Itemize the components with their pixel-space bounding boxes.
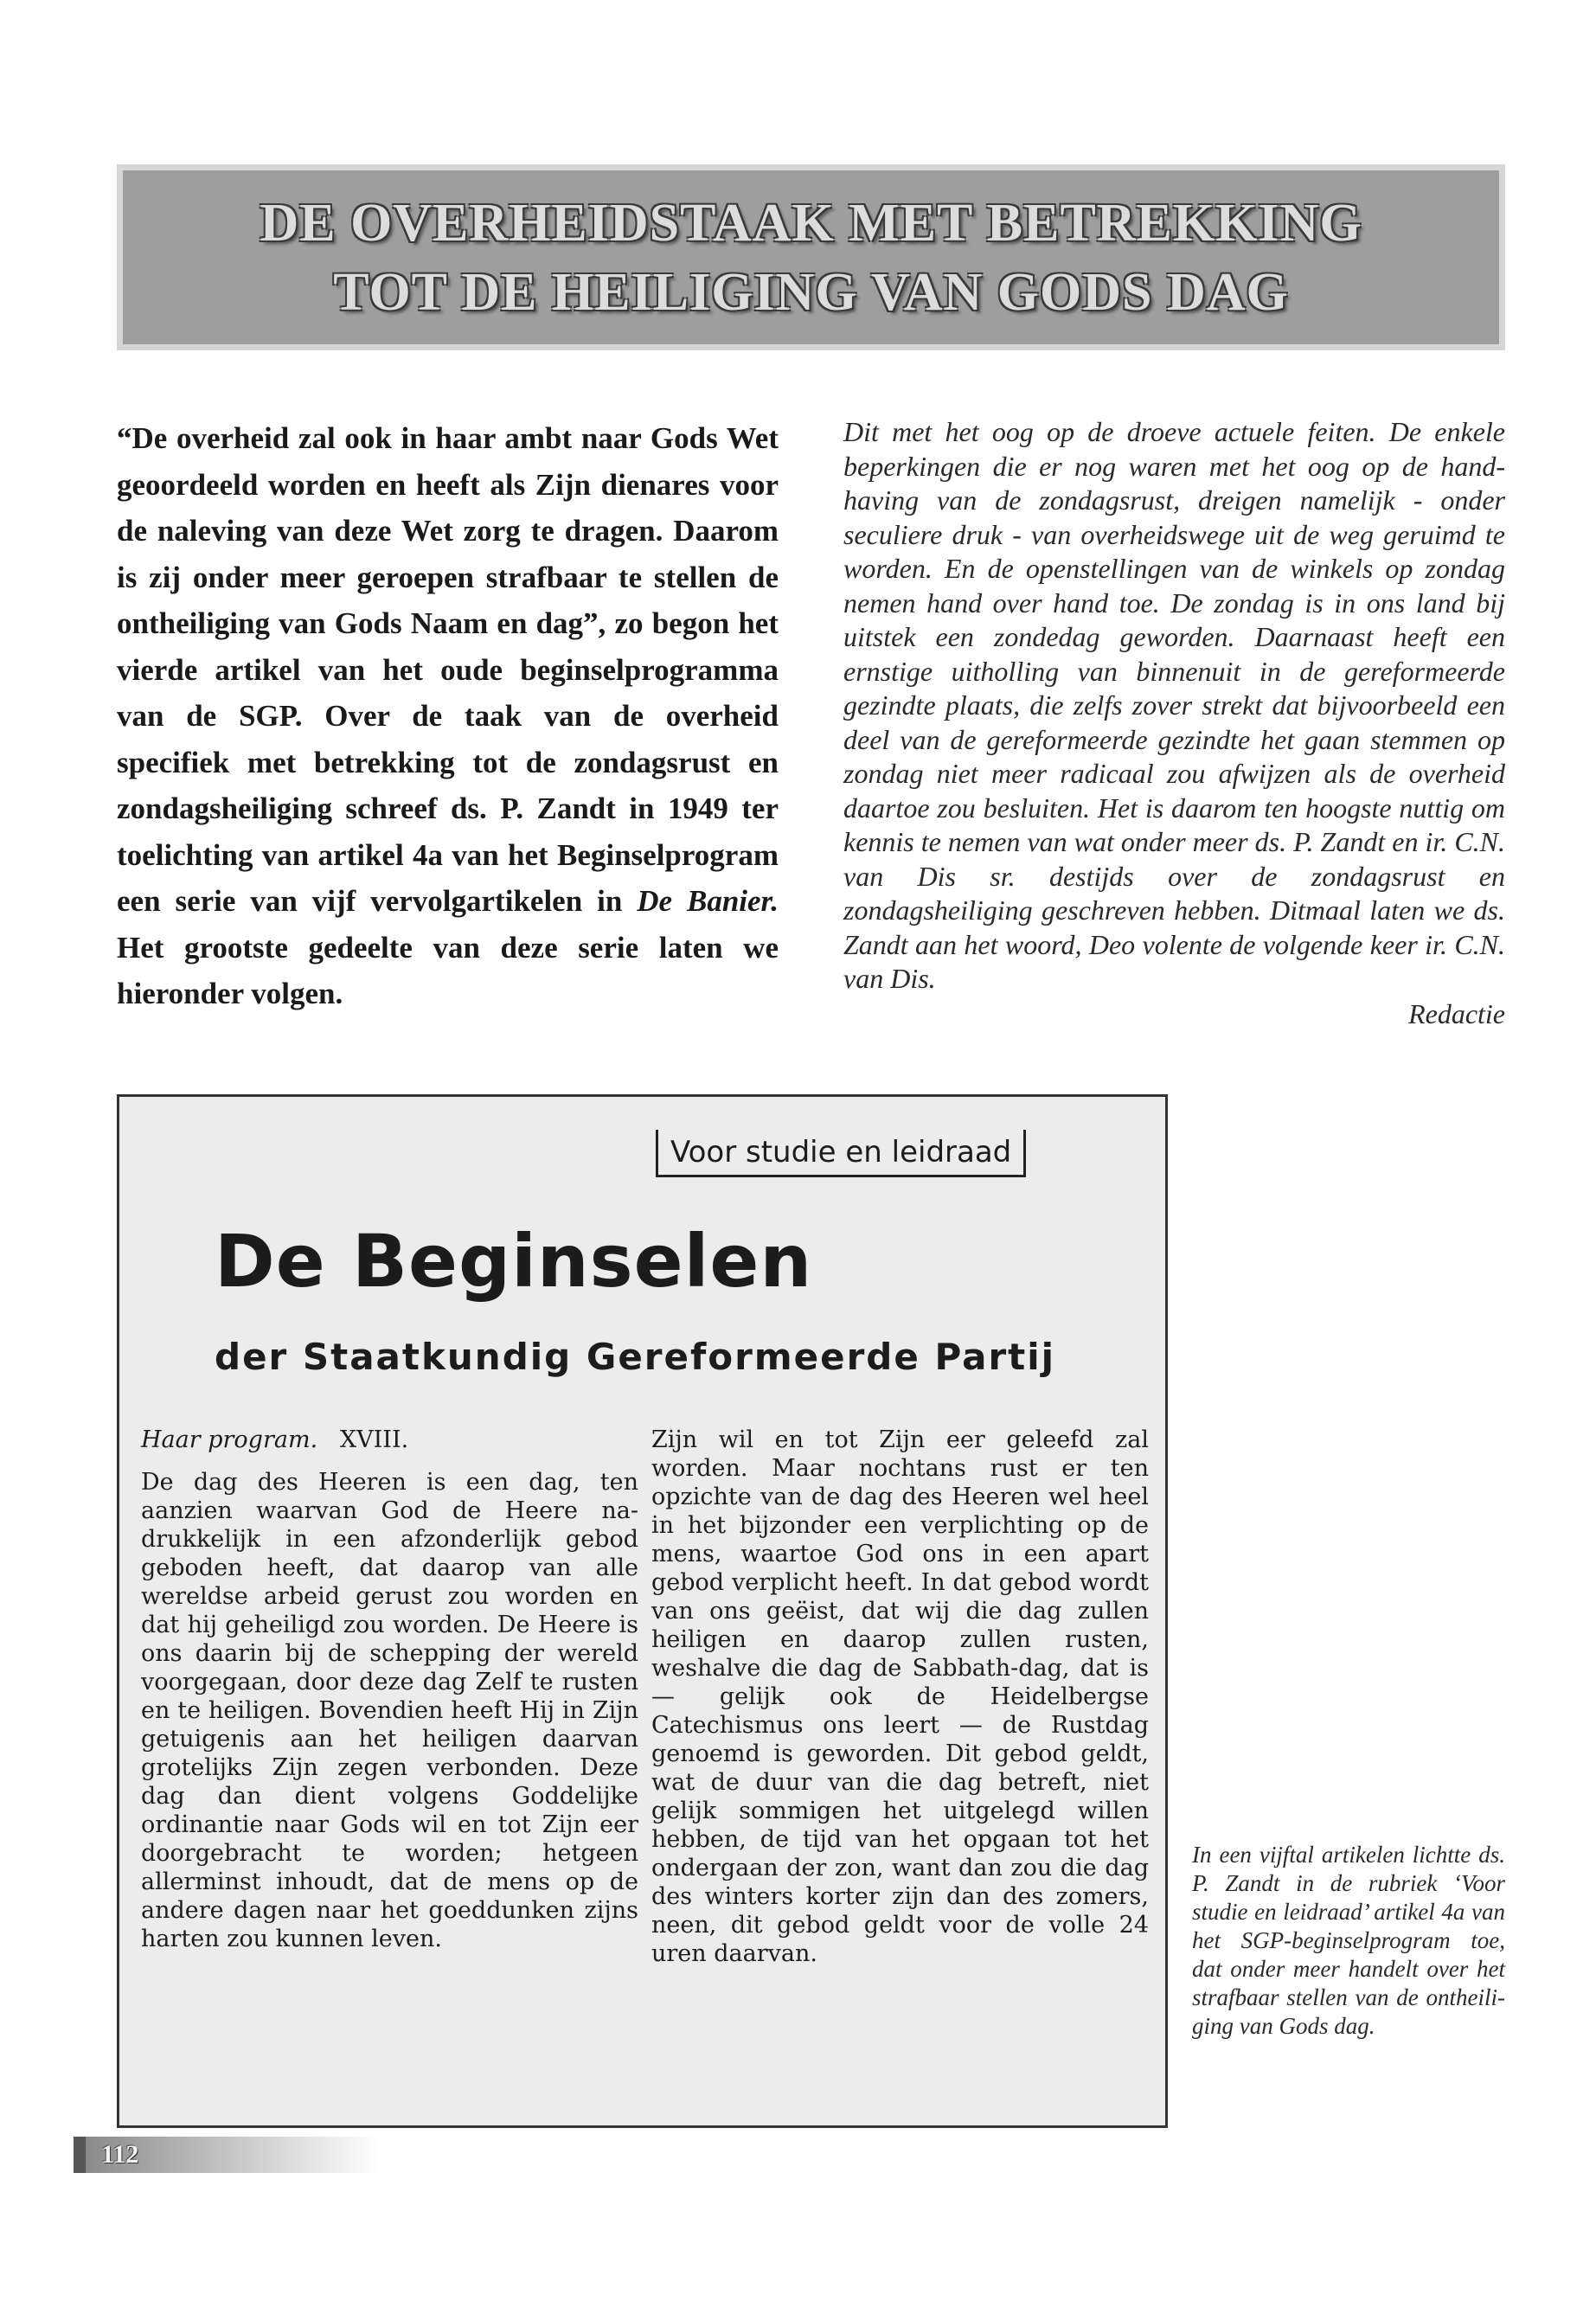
editorial-text: Dit met het oog op de droeve actuele feiten. De enkele beperkingen die er nog waren met het oog op de handhaving van de zondagsrust, dreigen namelijk - onder seculiere druk - van overheidswege uit de weg geruimd te worden. En de openstellingen van de winkels op zondag nemen hand over hand toe. De zondag is in ons land bij uitstek een zondedag geworden. Daarnaast heeft een ernstige uitholling van binnenuit in de gereformeerde gezindte plaats, die zelfs zover strekt dat bijvoorbeeld een deel van de gereformeerde gezindte het gaan stemmen op zondag niet meer radicaal zou afwijzen als de overheid daartoe zou besluiten. Het is daarom ten hoogste nuttig om kennis te nemen van wat onder meer ds. P. Zandt en ir. C.N. van Dis sr. destijds over de zondagsrust en zondagsheiliging geschreven hebben. Ditmaal laten we ds. Zandt aan het woord, Deo volente de volgende keer ir. C.N. van Dis. <box>843 416 1505 994</box>
clipping-rubric: Voor studie en leidraad <box>656 1130 1026 1177</box>
clipping-right-text: Zijn wil en tot Zijn eer geleefd zal worden. Maar nochtans rust er ten opzichte van de dag des Heeren wel heel in het bijzonder een verplichting op de mens, waartoe God ons in een apart gebod verplicht heeft. In dat gebod wordt van ons geëist, dat wij die dag zullen heiligen en daarop zullen rusten, weshalve die dag de Sabbath-dag, dat is — gelijk ook de Heidelbergse Catechismus ons leert — de Rustdag genoemd is geworden. Dit gebod geldt, wat de duur van die dag betreft, niet gelijk sommigen het uitgelegd willen hebben, de tijd van het opgaan tot het ondergaan der zon, want dan zou die dag des winters korter zijn dan des zomers, neen, dit gebod geldt voor de volle 24 uren daarvan. <box>651 1426 1149 1967</box>
clipping-subtitle: der Staatkundig Gereformeerde Partij <box>215 1336 1056 1378</box>
editorial-signature: Redactie <box>1408 997 1505 1029</box>
editorial-note <box>843 415 1505 1031</box>
caption-text: In een vijftal artikelen lichtte ds. P. Zandt in de rubriek ‘Voor studie en leidraad’ artikel 4a van het SGP-beginselprogram toe, dat onder meer handelt over het strafbaar stellen van de ontheiliging van Gods dag. <box>1192 1842 1505 2039</box>
intro-text: “De overheid zal ook in haar ambt naar Gods Wet geoordeeld worden en heeft als Zijn dienares voor de naleving van deze Wet zorg te dragen. Daarom is zij onder meer geroepen strafbaar te stellen de ontheiliging van Gods Naam en dag”, zo begon het vierde artikel van het oude beginselprogramma van de SGP. Over de taak van de overheid specifiek met betrekking tot de zondagsrust en zondagsheiliging schreef ds. P. Zandt in 1949 ter toelichting van artikel 4a van het Beginselprogram een serie van vijf vervolgartikelen in <box>117 421 779 918</box>
article-title-banner <box>117 164 1505 350</box>
clipping-title: De Beginselen <box>215 1219 813 1304</box>
intro-paragraph <box>117 415 779 1017</box>
article-title-line-1: DE OVERHEIDSTAAK MET BETREKKING <box>260 193 1362 253</box>
image-caption <box>1192 1841 1505 2041</box>
clipping-program-number: XVIII. <box>339 1426 409 1453</box>
newspaper-clipping <box>117 1094 1168 2128</box>
intro-text-end: Het grootste gedeelte van deze serie laten we hieronder volgen. <box>117 930 779 1010</box>
page-number-bar <box>74 2137 380 2173</box>
page-number: 112 <box>101 2140 139 2169</box>
clipping-left-text: De dag des Heeren is een dag, ten aanzien waarvan God de Heere nadrukkelijk in een afzonderlijk gebod geboden heeft, dat daarop van alle wereldse arbeid gerust zou worden en dat hij geheiligd zou worden. De Heere is ons daarin bij de schepping der wereld voorgegaan, door deze dag Zelf te rusten en te heiligen. Bovendien heeft Hij in Zijn getuigenis aan het heiligen daarvan grotelijks Zijn zegen verbonden. Deze dag dan dient volgens Goddelijke ordinantie naar Gods wil en tot Zijn eer doorgebracht te worden; hetgeen allerminst inhoudt, dat de mens op de andere dagen naar het goeddunken zijns harten zou kunnen leven. <box>141 1469 638 1952</box>
clipping-column-left <box>141 1426 638 1953</box>
publication-name: De Banier. <box>637 884 779 918</box>
article-title-line-2: TOT DE HEILIGING VAN GODS DAG <box>333 262 1289 322</box>
clipping-column-right <box>651 1426 1149 1968</box>
clipping-program-label: Haar program. <box>141 1426 318 1453</box>
